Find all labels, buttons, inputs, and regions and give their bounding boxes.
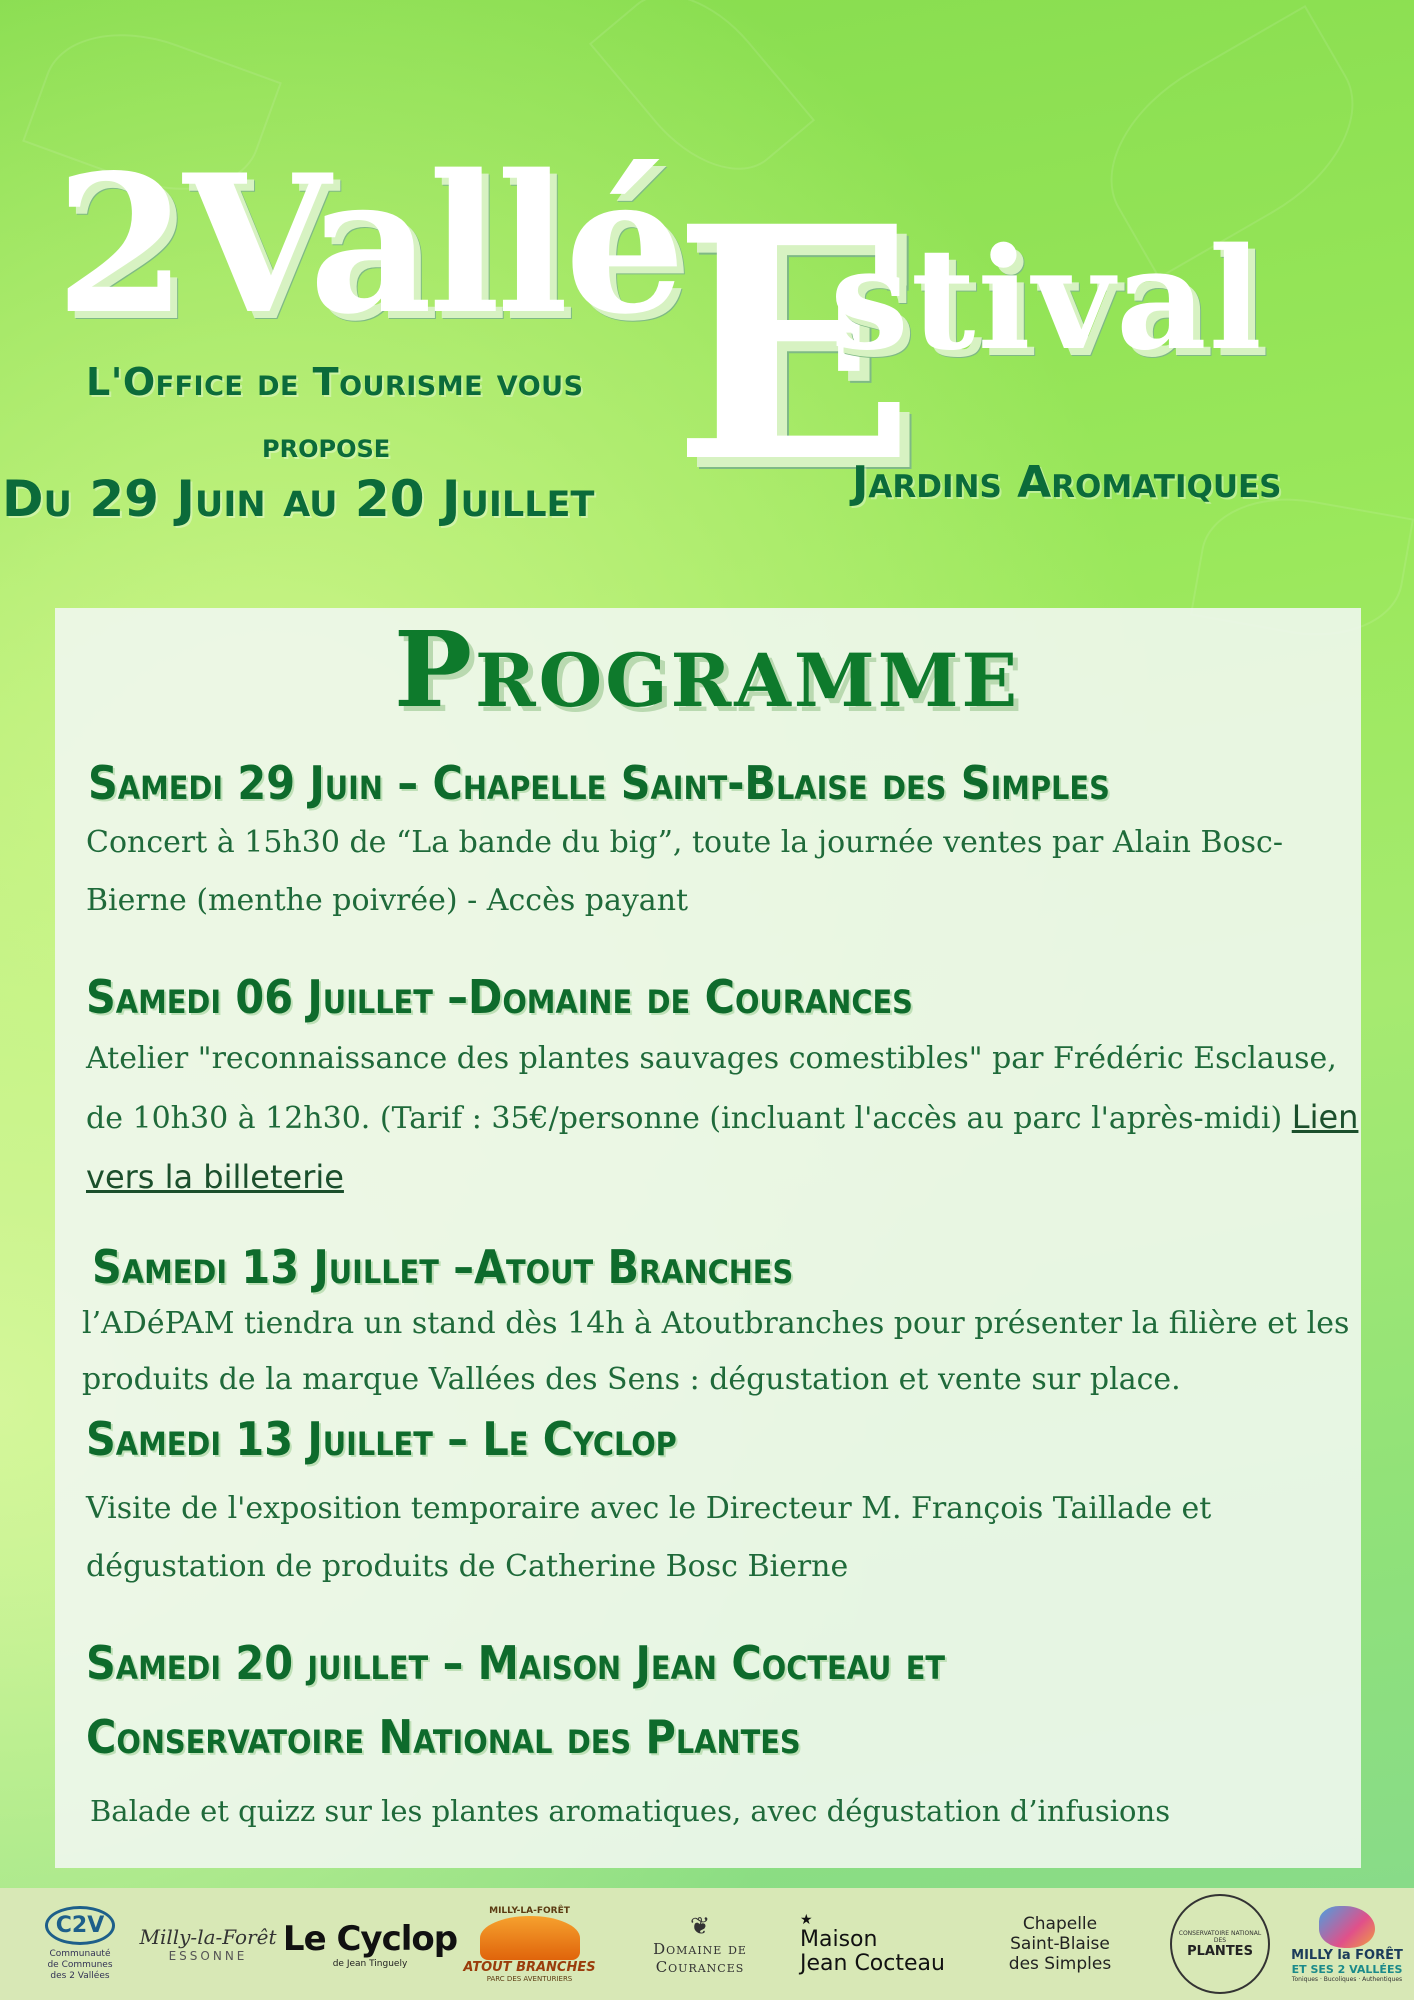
cocteau-line2: Jean Cocteau [800, 1951, 945, 1976]
atout-sun-icon [480, 1916, 580, 1960]
cyclop-logo [280, 1888, 460, 2000]
festival-title-big-e: E [672, 158, 916, 533]
cocteau-star-icon: ★ [800, 1912, 813, 1928]
atout-top: MILLY-LA-FORÊT [489, 1905, 570, 1916]
cyclop-sub: de Jean Tinguely [332, 1959, 408, 1969]
event-title: Samedi 13 Juillet –Atout Branches [92, 1240, 794, 1294]
cocteau-logo [800, 1888, 970, 2000]
milly-essonne-sub: ESSONNE [168, 1949, 248, 1963]
festival-theme: Jardins Aromatiques [852, 457, 1282, 508]
event-description: l’ADéPAM tiendra un stand dès 14h à Atoutbranches pour présenter la filière et les produits de la marque Vallées des Sens : dégustation et vente sur place. [82, 1306, 1350, 1397]
event-description: Balade et quizz sur les plantes aromatiques, avec dégustation d’infusions [90, 1794, 1171, 1828]
ticketing-link[interactable]: Lien vers la billeterie [86, 1098, 1359, 1196]
c2v-text3: des 2 Vallées [50, 1971, 110, 1981]
partner-logos-strip [0, 1888, 1414, 2000]
milly-2vallees-swirl-icon [1319, 1906, 1375, 1948]
cocteau-line1: Maison [800, 1927, 878, 1952]
conservatoire-line1: CONSERVATOIRE NATIONAL DES [1178, 1929, 1262, 1944]
office-line2: propose [262, 426, 391, 466]
office-line1: L'Office de Tourisme vous [86, 360, 584, 404]
atout-sub: PARC DES AVENTURIERS [486, 1974, 573, 1983]
c2v-logo [20, 1888, 140, 2000]
event-title-line2: Conservatoire National des Plantes [86, 1710, 801, 1764]
festival-dates: Du 29 Juin au 20 Juillet [2, 470, 595, 528]
cyclop-name: Le Cyclop [282, 1919, 458, 1959]
atout-name: ATOUT BRANCHES [463, 1959, 596, 1975]
event-title: Samedi 29 Juin – Chapelle Saint-Blaise des Simples [88, 756, 1110, 810]
c2v-text1: Communauté [49, 1949, 111, 1959]
event-title: Samedi 06 Juillet –Domaine de Courances [86, 970, 913, 1024]
festival-title-part1: 2Vallé [55, 133, 682, 356]
courances-name: Domaine de Courances [653, 1940, 747, 1976]
event-title: Samedi 13 Juillet – Le Cyclop [86, 1412, 677, 1466]
event-description [86, 1030, 1376, 1208]
milly-2vallees-line3: Toniques · Bucoliques · Authentiques [1291, 1975, 1403, 1983]
conservatoire-ring [1170, 1894, 1270, 1994]
milly-2vallees-logo [1283, 1888, 1411, 2000]
courances-logo [610, 1888, 790, 2000]
event-description: Visite de l'exposition temporaire avec le Directeur M. François Taillade et dégustation de produits de Catherine Bosc Bierne [86, 1491, 1212, 1584]
event-description: Concert à 15h30 de “La bande du big”, toute la journée ventes par Alain Bosc-Bierne (menthe poivrée) - Accès payant [86, 825, 1283, 918]
programme-heading: Programme [393, 608, 1021, 731]
atout-branches-logo [462, 1888, 597, 2000]
event-description-text: Atelier "reconnaissance des plantes sauvages comestibles" par Frédéric Esclause, de 10h30 à 12h30. (Tarif : 35€/personne (incluant l'accès au parc l'après-midi) [86, 1041, 1337, 1136]
chapelle-line1: Chapelle [1022, 1914, 1098, 1934]
milly-essonne-name: Milly-la-Forêt [139, 1925, 277, 1949]
chapelle-line3: des Simples [1008, 1954, 1112, 1974]
conservatoire-line2: PLANTES [1187, 1943, 1253, 1959]
milly-2vallees-line2: ET SES 2 VALLÉES [1291, 1962, 1403, 1976]
festival-title-part2: stival [830, 218, 1264, 382]
chapelle-logo [975, 1888, 1145, 2000]
event-title-line1: Samedi 20 juillet – Maison Jean Cocteau et [86, 1636, 946, 1690]
courances-emblem-icon: ❦ [689, 1912, 711, 1940]
c2v-text2: de Communes [47, 1960, 113, 1970]
chapelle-line2: Saint-Blaise [1010, 1934, 1110, 1954]
conservatoire-logo [1165, 1888, 1275, 2000]
milly-essonne-logo [138, 1888, 278, 2000]
milly-2vallees-line1: MILLY la FORÊT [1291, 1947, 1403, 1963]
c2v-mark: C2V [45, 1906, 115, 1945]
